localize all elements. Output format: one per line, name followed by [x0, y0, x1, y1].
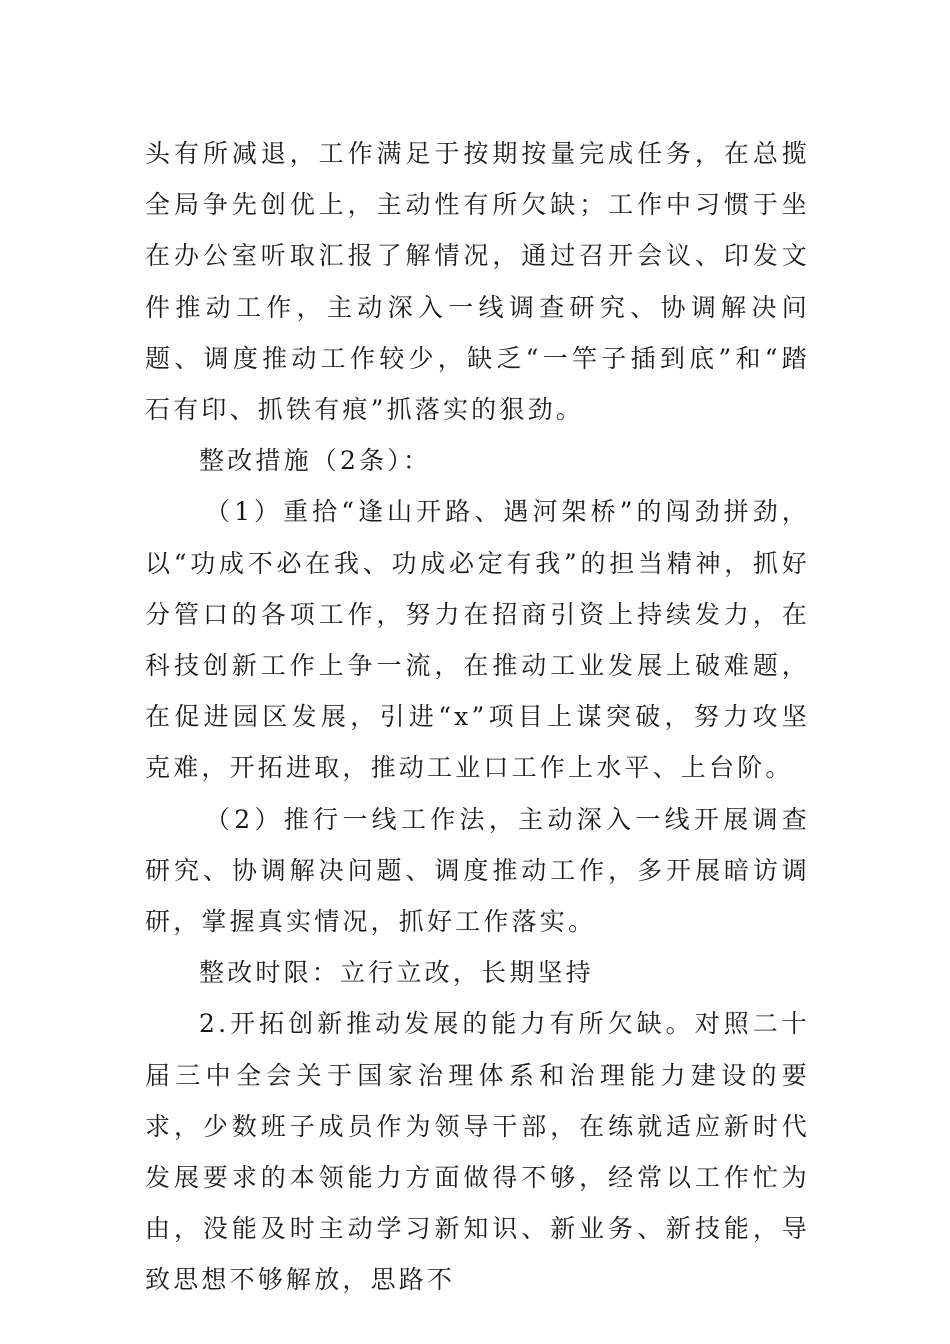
paragraph-measures-heading: 整改措施（2条）：: [199, 446, 432, 476]
paragraph-item-2: 2.开拓创新推动发展的能力有所欠缺。对照二十届三中全会关于国家治理体系和治理能力建设的要求，少数班子成员作为领导干部，在练就适应新时代发展要求的本领能力方面做得不够，经常以工作忙为由，没能及时主动学习新知识、新业务、新技能，导致思想不够解放，思路不: [145, 1009, 810, 1295]
paragraph-deadline: 整改时限：立行立改，长期坚持: [199, 958, 594, 988]
paragraph-measure-1: （1）重拾“逢山开路、遇河架桥”的闯劲拼劲，以“功成不必在我、功成必定有我”的担当精神，抓好分管口的各项工作，努力在招商引资上持续发力，在科技创新工作上争一流，在推动工业发展上破难题，在促进园区发展，引进“x”项目上谋突破，努力攻坚克难，开拓进取，推动工业口工作上水平、上台阶。: [145, 497, 810, 783]
document-body: [145, 128, 810, 1306]
paragraph-continuation: 头有所减退，工作满足于按期按量完成任务，在总揽全局争先创优上，主动性有所欠缺；工作中习惯于坐在办公室听取汇报了解情况，通过召开会议、印发文件推动工作，主动深入一线调查研究、协调解决问题、调度推动工作较少，缺乏“一竿子插到底”和“踏石有印、抓铁有痕”抓落实的狠劲。: [145, 139, 810, 425]
paragraph-measure-2: （2）推行一线工作法，主动深入一线开展调查研究、协调解决问题、调度推动工作，多开展暗访调研，掌握真实情况，抓好工作落实。: [145, 804, 810, 937]
